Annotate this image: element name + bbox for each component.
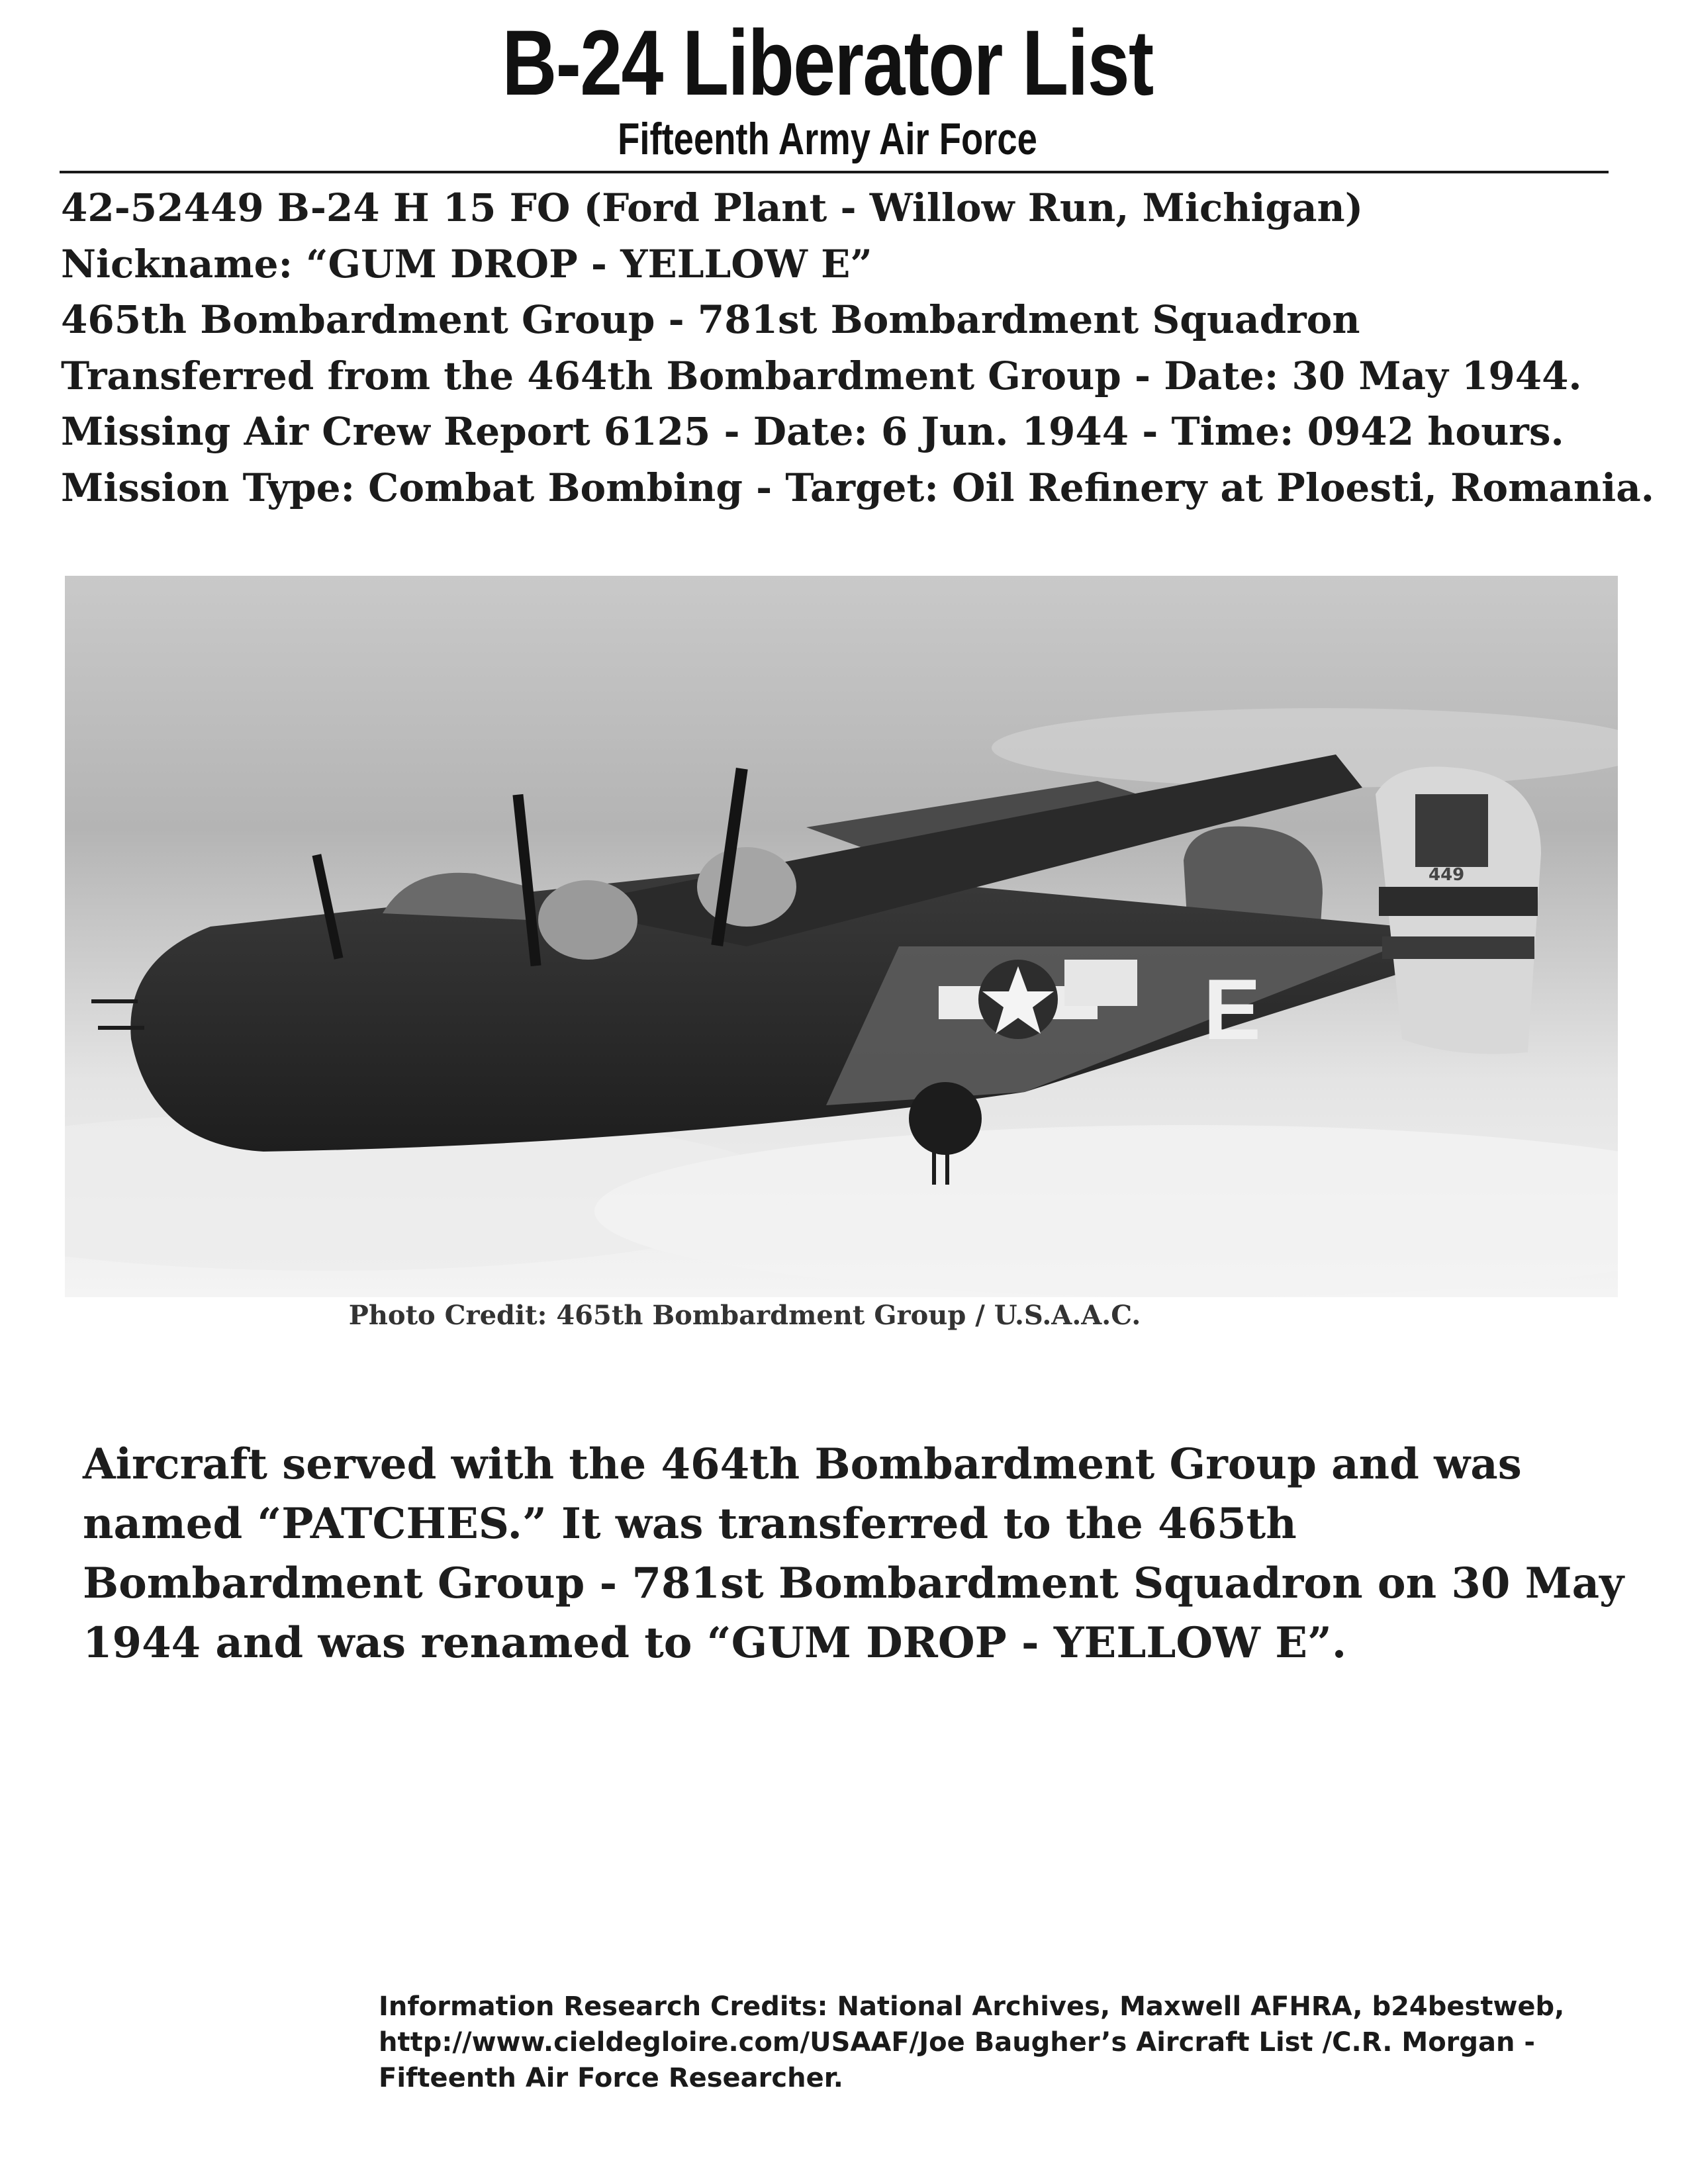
turret-gun [945, 1145, 949, 1185]
nose-gun [98, 1026, 144, 1030]
page-title: B-24 Liberator List [502, 11, 1153, 114]
engine-nacelle [697, 847, 796, 927]
ball-turret [909, 1082, 982, 1155]
photo-credit: Photo Credit: 465th Bombardment Group / U.S.A.A.C. [348, 1300, 1141, 1331]
nickname-line: Nickname: “GUM DROP - YELLOW E” [61, 241, 872, 287]
serial-line: 42-52449 B-24 H 15 FO (Ford Plant - Willow Run, Michigan) [61, 185, 1364, 230]
waist-window [1064, 960, 1137, 1006]
engine-nacelle [538, 880, 637, 960]
page-subtitle: Fifteenth Army Air Force [618, 114, 1037, 164]
b24-photo-illustration [65, 576, 1618, 1297]
tail-number: 449 [1429, 865, 1465, 885]
mission-line: Mission Type: Combat Bombing - Target: Oil Refinery at Ploesti, Romania. [61, 465, 1654, 510]
nose-gun [91, 999, 138, 1003]
macr-line: Missing Air Crew Report 6125 - Date: 6 Jun. 1944 - Time: 0942 hours. [61, 409, 1564, 454]
tail-band [1379, 887, 1538, 916]
fuselage-letter: E [1203, 961, 1261, 1058]
history-paragraph: Aircraft served with the 464th Bombardment Group and was named “PATCHES.” It was transferred to the 465th Bombardment Group - 781st Bombardment Squadron on 30 May 1944 and was renamed to “GUM DROP - YELLOW E”. [83, 1439, 1624, 1668]
turret-gun [932, 1145, 936, 1185]
tail-block [1415, 794, 1488, 867]
aircraft-photo [65, 576, 1618, 1297]
research-credits: Information Research Credits: National Archives, Maxwell AFHRA, b24bestweb, http://www.cieldegloire.com/USAAF/Joe Baugher’s Aircraft List /C.R. Morgan - Fifteenth Air Force Researcher. [379, 1991, 1565, 2093]
unit-line: 465th Bombardment Group - 781st Bombardment Squadron [61, 297, 1360, 342]
tail-band [1382, 936, 1534, 959]
aircraft-details [61, 180, 1654, 516]
header-divider [60, 171, 1609, 173]
transfer-line: Transferred from the 464th Bombardment Group - Date: 30 May 1944. [61, 353, 1582, 398]
